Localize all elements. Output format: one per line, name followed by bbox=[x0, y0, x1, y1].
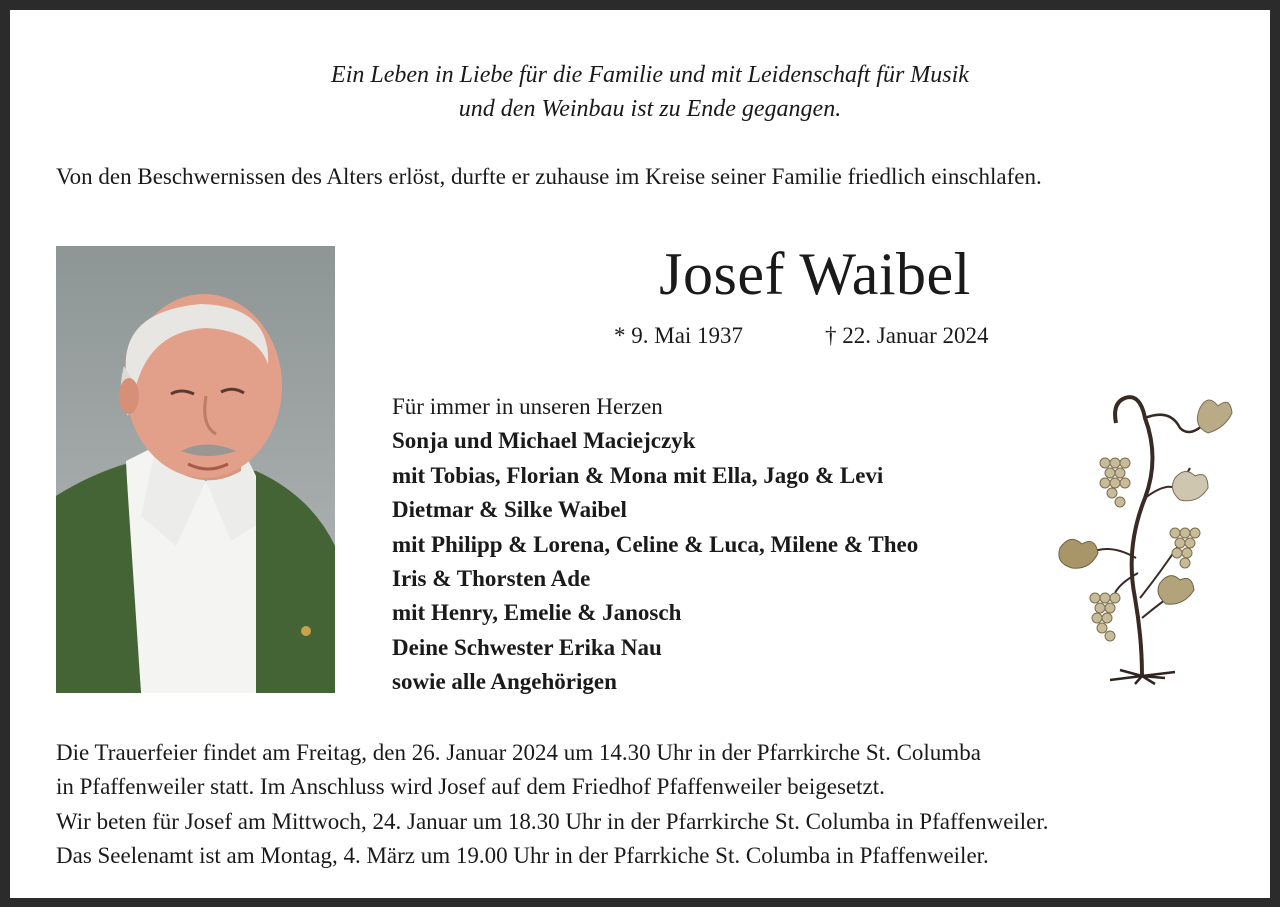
mourner-line: Deine Schwester Erika Nau bbox=[392, 634, 662, 660]
motto-line-1: Ein Leben in Liebe für die Familie und mit Leidenschaft für Musik bbox=[331, 62, 969, 88]
mourners-list bbox=[392, 390, 1042, 700]
motto-line-2: und den Weinbau ist zu Ende gegangen. bbox=[458, 96, 842, 122]
intro-text: Von den Beschwernissen des Alters erlöst, durfte er zuhause im Kreise seiner Familie friedlich einschlafen. bbox=[56, 164, 1042, 189]
death-date: † 22. Januar 2024 bbox=[825, 323, 989, 348]
mourner-line: Iris & Thorsten Ade bbox=[392, 566, 591, 592]
grapevine-ornament-icon bbox=[1050, 378, 1240, 688]
info-line: in Pfaffenweiler statt. Im Anschluss wird Josef auf dem Friedhof Pfaffenweiler beigesetzt. bbox=[56, 774, 885, 800]
mourners-lead: Für immer in unseren Herzen bbox=[392, 394, 663, 419]
birth-date: * 9. Mai 1937 bbox=[614, 323, 744, 348]
motto bbox=[10, 58, 1280, 126]
mourner-line: Sonja und Michael Maciejczyk bbox=[392, 428, 696, 454]
portrait-photo bbox=[56, 246, 335, 693]
mourner-line: mit Tobias, Florian & Mona mit Ella, Jago & Levi bbox=[392, 462, 884, 488]
mourner-line: sowie alle Angehörigen bbox=[392, 669, 617, 695]
info-line: Das Seelenamt ist am Montag, 4. März um 19.00 Uhr in der Pfarrkiche St. Columba in Pfaffenweiler. bbox=[56, 843, 989, 869]
info-line: Wir beten für Josef am Mittwoch, 24. Januar um 18.30 Uhr in der Pfarrkirche St. Columba in Pfaffenweiler. bbox=[56, 808, 1049, 834]
mourner-line: mit Henry, Emelie & Janosch bbox=[392, 600, 682, 626]
mourner-line: Dietmar & Silke Waibel bbox=[392, 497, 627, 523]
deceased-name: Josef Waibel bbox=[659, 241, 971, 307]
info-line: Die Trauerfeier findet am Freitag, den 26. Januar 2024 um 14.30 Uhr in der Pfarrkirche St. Columba bbox=[56, 740, 981, 765]
portrait-illustration bbox=[56, 246, 335, 693]
funeral-info bbox=[56, 736, 1256, 874]
mourner-line: mit Philipp & Lorena, Celine & Luca, Milene & Theo bbox=[392, 531, 919, 557]
